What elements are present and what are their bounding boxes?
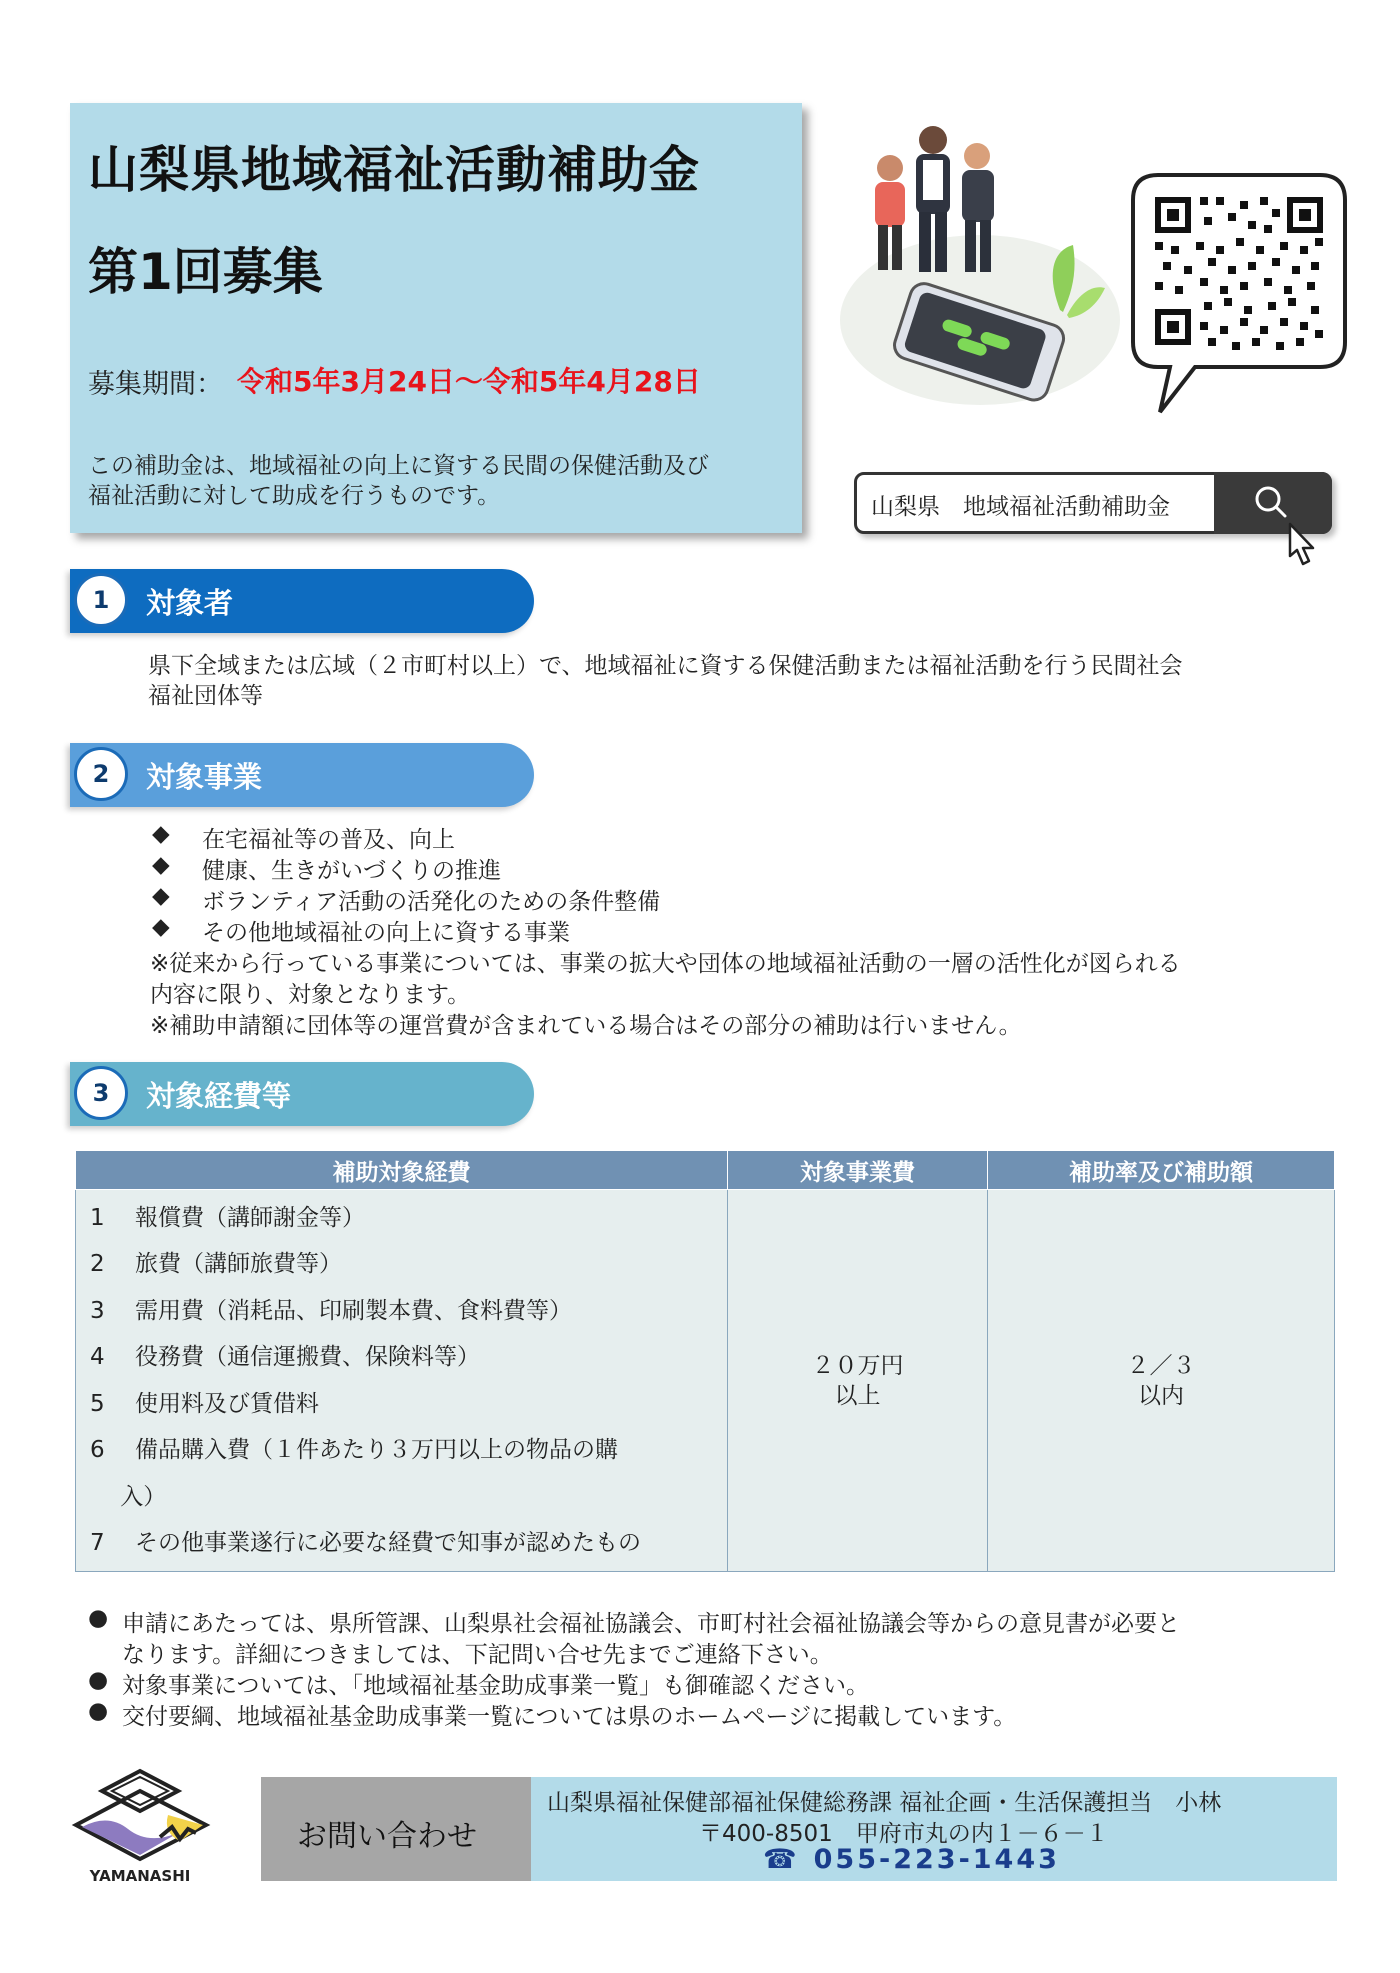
expense-item: 5 使用料及び賃借料 bbox=[90, 1390, 319, 1417]
expense-item: 入） bbox=[90, 1483, 167, 1510]
target-description: 県下全域または広域（２市町村以上）で、地域福祉に資する保健活動または福祉活動を行う民間社会 bbox=[148, 653, 1183, 679]
expense-table bbox=[75, 1150, 1335, 1572]
phone-number[interactable]: 055-223-1443 bbox=[813, 1844, 1060, 1875]
page-subtitle: 第1回募集 bbox=[88, 243, 323, 301]
section-header-projects bbox=[70, 743, 534, 807]
expense-item: 1 報償費（講師謝金等） bbox=[90, 1204, 365, 1231]
diamond-bullet-icon: ◆ bbox=[152, 821, 170, 847]
description-line: この補助金は、地域福祉の向上に資する民間の保健活動及び bbox=[88, 453, 709, 479]
project-note: 内容に限り、対象となります。 bbox=[150, 982, 471, 1008]
section-title: 対象者 bbox=[146, 586, 234, 620]
column-header: 対象事業費 bbox=[728, 1151, 988, 1190]
contact-label-box bbox=[261, 1777, 531, 1881]
expense-item: 4 役務費（通信運搬費、保険料等） bbox=[90, 1344, 480, 1370]
page-title: 山梨県地域福祉活動補助金 bbox=[88, 141, 700, 199]
diamond-bullet-icon: ◆ bbox=[152, 852, 170, 878]
project-note: ※従来から行っている事業については、事業の拡大や団体の地域福祉活動の一層の活性化が図られる bbox=[150, 951, 1181, 977]
subsidy-rate-note: 以内 bbox=[1138, 1382, 1184, 1409]
search-input[interactable]: 山梨県 地域福祉活動補助金 bbox=[871, 494, 1170, 520]
logo-text: YAMANASHI bbox=[89, 1867, 191, 1885]
description-line: 福祉活動に対して助成を行うものです。 bbox=[88, 483, 501, 509]
project-item: ボランティア活動の活発化のための条件整備 bbox=[202, 889, 661, 915]
contact-info-box bbox=[531, 1777, 1337, 1881]
bullet-icon: ● bbox=[88, 1667, 109, 1693]
phone-icon: ☎ bbox=[763, 1844, 800, 1875]
project-note: ※補助申請額に団体等の運営費が含まれている場合はその部分の補助は行いません。 bbox=[150, 1013, 1022, 1039]
project-cost-note: 以上 bbox=[834, 1382, 881, 1409]
contact-department: 山梨県福祉保健部福祉保健総務課 福祉企画・生活保護担当 小林 bbox=[547, 1790, 1222, 1816]
bullet-icon: ● bbox=[88, 1605, 109, 1631]
bullet-icon: ● bbox=[88, 1698, 109, 1724]
project-item: 健康、生きがいづくりの推進 bbox=[202, 858, 501, 884]
project-cost-cell bbox=[728, 1190, 988, 1572]
section-header-expenses bbox=[70, 1062, 534, 1126]
search-box[interactable] bbox=[854, 472, 1332, 534]
diamond-bullet-icon: ◆ bbox=[152, 883, 170, 909]
expense-item: 6 備品購入費（１件あたり３万円以上の物品の購 bbox=[90, 1437, 618, 1463]
column-header: 補助率及び補助額 bbox=[988, 1151, 1335, 1190]
qr-code-icon[interactable] bbox=[1130, 172, 1348, 422]
note-text: 対象事業については、「地域福祉基金助成事業一覧」も御確認ください。 bbox=[122, 1673, 870, 1699]
people-smartphone-illustration bbox=[805, 120, 1125, 420]
project-cost-value: ２０万円 bbox=[811, 1352, 904, 1379]
note-text: 申請にあたっては、県所管課、山梨県社会福祉協議会、市町村社会福祉協議会等からの意見書が必要と bbox=[122, 1611, 1180, 1637]
project-item: 在宅福祉等の普及、向上 bbox=[202, 827, 455, 853]
section-header-target bbox=[70, 569, 534, 633]
diamond-bullet-icon: ◆ bbox=[152, 914, 170, 940]
subsidy-rate-value: ２／３ bbox=[1126, 1352, 1196, 1379]
target-description: 福祉団体等 bbox=[148, 683, 263, 709]
column-header: 補助対象経費 bbox=[76, 1151, 728, 1190]
section-title: 対象事業 bbox=[146, 760, 263, 794]
note-text: 交付要綱、地域福祉基金助成事業一覧については県のホームページに掲載しています。 bbox=[122, 1704, 1017, 1730]
contact-label: お問い合わせ bbox=[297, 1819, 477, 1854]
table-row bbox=[76, 1190, 1335, 1572]
subsidy-rate-cell bbox=[988, 1190, 1335, 1572]
expense-item: 2 旅費（講師旅費等） bbox=[90, 1251, 342, 1277]
table-header-row bbox=[76, 1151, 1335, 1190]
contact-phone[interactable] bbox=[763, 1844, 1060, 1875]
period-label: 募集期間： bbox=[88, 369, 223, 400]
section-number: 1 bbox=[74, 573, 128, 627]
section-number: 3 bbox=[74, 1066, 128, 1120]
period-value: 令和5年3月24日～令和5年4月28日 bbox=[237, 365, 701, 398]
expense-items-cell bbox=[76, 1190, 728, 1572]
contact-address: 〒400-8501 甲府市丸の内１－６－１ bbox=[699, 1821, 1109, 1847]
project-item: その他地域福祉の向上に資する事業 bbox=[202, 920, 570, 946]
cursor-icon bbox=[1282, 522, 1322, 570]
expense-item: 7 その他事業遂行に必要な経費で知事が認めたもの bbox=[90, 1530, 641, 1556]
section-number: 2 bbox=[74, 747, 128, 801]
expense-item: 3 需用費（消耗品、印刷製本費、食料費等） bbox=[90, 1297, 572, 1324]
note-text: なります。詳細につきましては、下記問い合せ先までご連絡下さい。 bbox=[122, 1642, 833, 1668]
section-title: 対象経費等 bbox=[146, 1079, 292, 1113]
yamanashi-logo bbox=[68, 1763, 218, 1888]
